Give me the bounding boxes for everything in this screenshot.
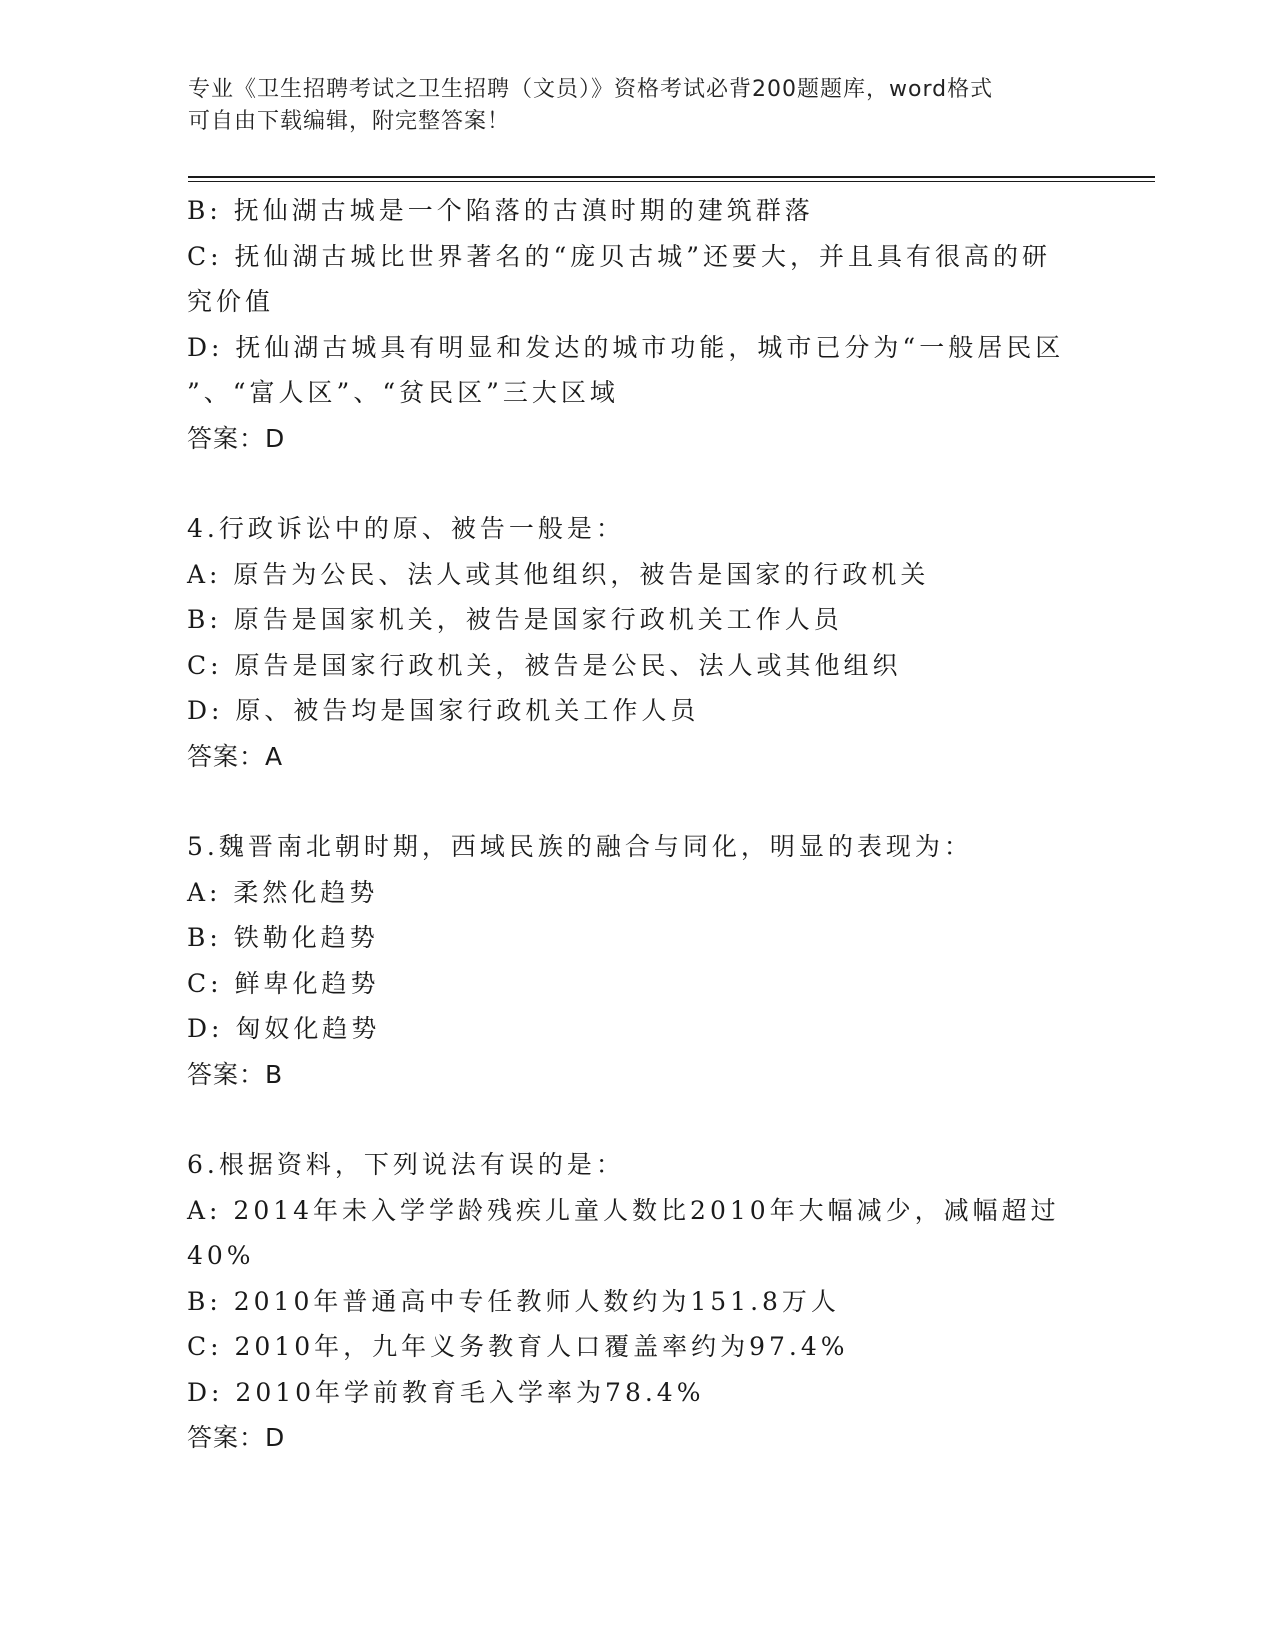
answer: 答案：D (187, 423, 286, 453)
header-divider-thin (188, 181, 1155, 182)
question-4 (187, 506, 1087, 779)
option-a: A: 原告为公民、法人或其他组织，被告是国家的行政机关 (187, 559, 930, 589)
answer: 答案：B (187, 1059, 284, 1089)
option-c: C: 2010年，九年义务教育人口覆盖率约为97.4% (187, 1332, 849, 1361)
answer: 答案：D (187, 1423, 286, 1452)
question-list (187, 188, 1087, 1461)
header-title-line-2: 可自由下载编辑，附完整答案！ (188, 109, 511, 134)
option-c: C: 鲜卑化趋势 (187, 968, 380, 998)
option-c: C: 抚仙湖古城比世界著名的“庞贝古城”还要大，并且具有很高的研 (187, 241, 1052, 271)
option-b: B: 原告是国家机关，被告是国家行政机关工作人员 (187, 605, 843, 634)
option-d-continued: ”、“富人区”、“贫民区”三大区域 (187, 378, 619, 407)
question-stem: 4.行政诉讼中的原、被告一般是： (187, 514, 625, 543)
option-d: D: 抚仙湖古城具有明显和发达的城市功能，城市已分为“一般居民区 (187, 332, 1065, 362)
question-stem: 5.魏晋南北朝时期，西域民族的融合与同化，明显的表现为： (187, 832, 973, 861)
question-5 (187, 824, 1087, 1097)
question-3 (187, 188, 1087, 461)
question-6 (187, 1142, 1087, 1461)
option-b: B: 铁勒化趋势 (187, 923, 379, 952)
spacer (187, 461, 1087, 506)
option-d: D: 2010年学前教育毛入学率为78.4% (187, 1377, 705, 1407)
question-stem: 6.根据资料，下列说法有误的是： (187, 1150, 625, 1179)
option-a-continued: 40% (187, 1241, 255, 1270)
option-d: D: 匈奴化趋势 (187, 1014, 381, 1043)
header-divider-thick (188, 176, 1155, 178)
option-b: B: 抚仙湖古城是一个陷落的古滇时期的建筑群落 (187, 196, 814, 225)
option-a: A: 2014年未入学学龄残疾儿童人数比2010年大幅减少，减幅超过 (187, 1195, 1060, 1225)
option-c-continued: 究价值 (187, 287, 275, 316)
option-a: A: 柔然化趋势 (187, 877, 379, 907)
header-title-line-1: 专业《卫生招聘考试之卫生招聘（文员）》资格考试必背200题题库，word格式 (188, 77, 994, 102)
option-d: D: 原、被告均是国家行政机关工作人员 (187, 696, 700, 725)
option-c: C: 原告是国家行政机关，被告是公民、法人或其他组织 (187, 650, 902, 680)
option-b: B: 2010年普通高中专任教师人数约为151.8万人 (187, 1286, 840, 1316)
page-header (188, 74, 1068, 138)
spacer (187, 1097, 1087, 1142)
spacer (187, 779, 1087, 824)
answer: 答案：A (187, 741, 284, 771)
